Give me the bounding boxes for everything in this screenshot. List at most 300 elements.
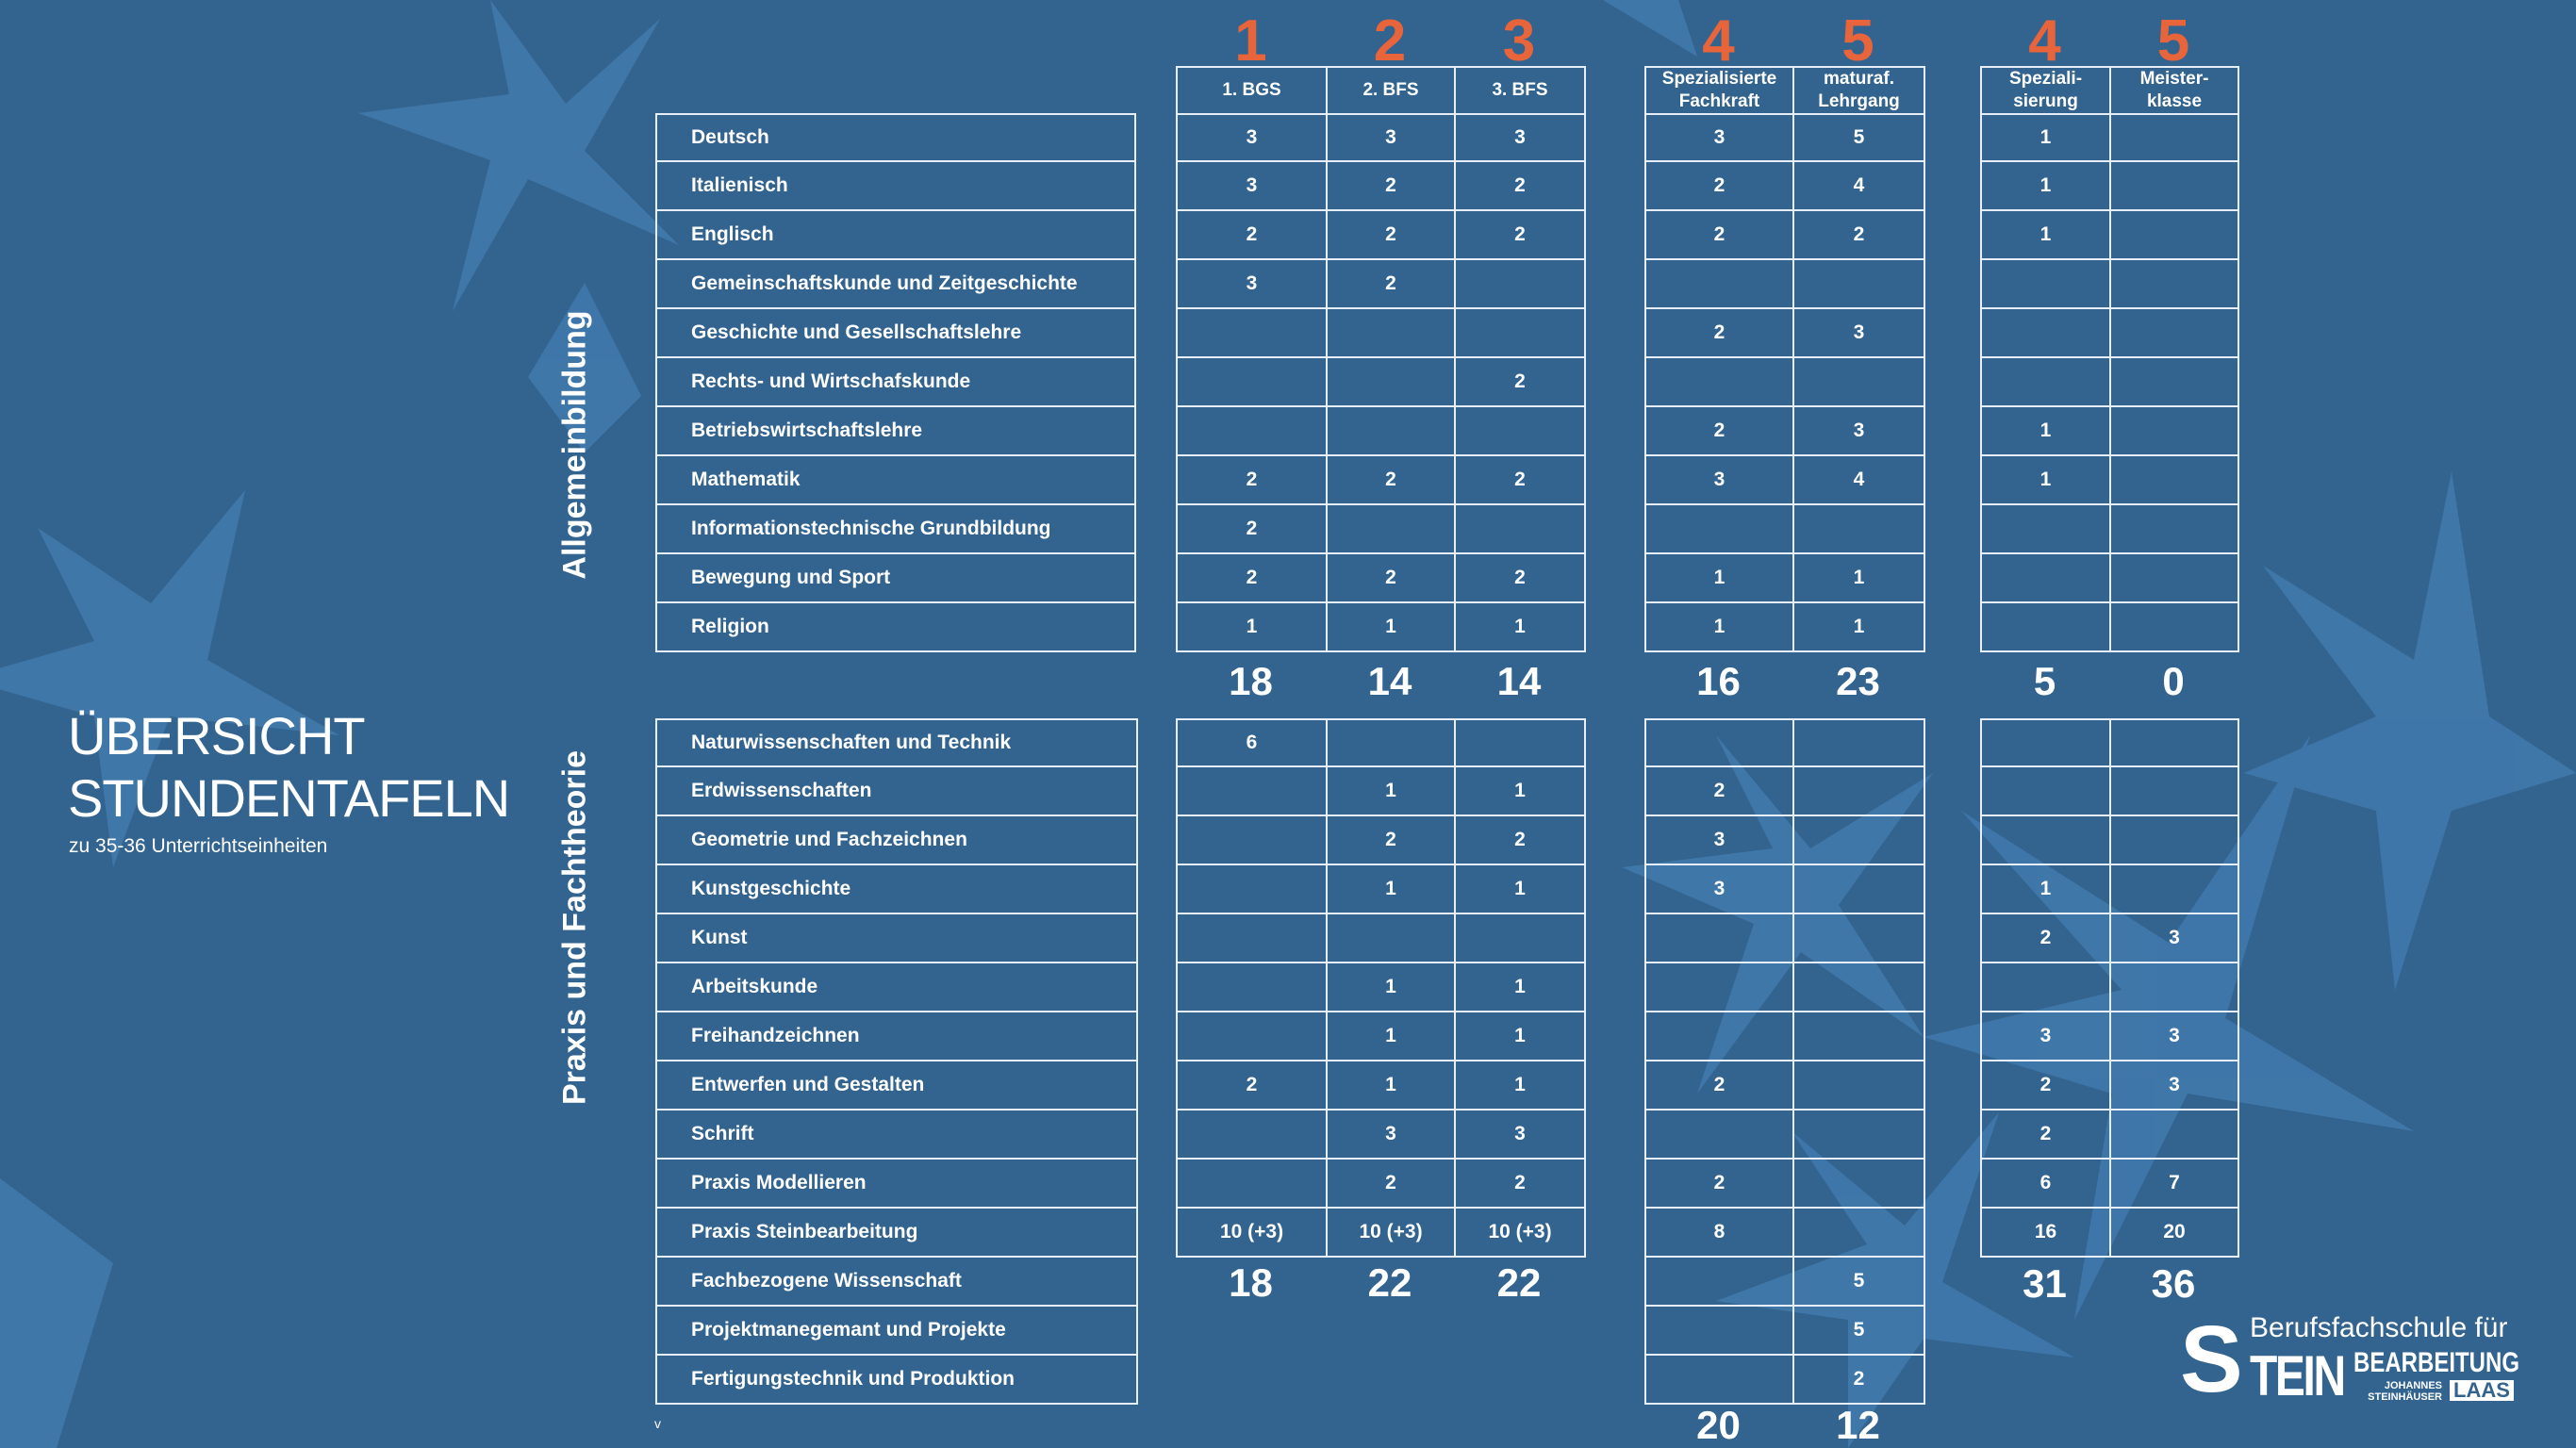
subject-name: Kunst [657, 914, 1138, 962]
hours-cell [1794, 1061, 1925, 1109]
hours-cell: 1 [1328, 1012, 1456, 1060]
hours-cell [1646, 1012, 1794, 1060]
total-hours: 5 [2033, 659, 2056, 703]
hours-cell: 2 [1646, 407, 1794, 454]
value-row [1178, 211, 1586, 260]
hours-cell [2111, 456, 2239, 503]
subject-name: Religion [657, 603, 1136, 650]
subject-row [657, 1307, 1138, 1356]
value-row [1178, 963, 1586, 1012]
hours-cell: 3 [1646, 456, 1794, 503]
value-row [1178, 767, 1586, 816]
column-number: 3 [1502, 8, 1536, 74]
hours-cell [1794, 865, 1925, 913]
subjects-table [655, 718, 1138, 1405]
subject-name: Arbeitskunde [657, 963, 1138, 1011]
value-row [1178, 456, 1586, 505]
hours-cell [1456, 720, 1586, 765]
subject-name: Betriebswirtschaftslehre [657, 407, 1136, 454]
subject-row [657, 505, 1136, 554]
hours-cell: 2 [1646, 309, 1794, 356]
hours-cell [2111, 554, 2239, 601]
hours-cell: 1 [1794, 603, 1925, 650]
hours-cell: 2 [1646, 1061, 1794, 1109]
hours-cell [1646, 720, 1794, 765]
subject-row [657, 309, 1136, 358]
hours-cell: 7 [2111, 1160, 2239, 1207]
hours-cell: 3 [2111, 914, 2239, 962]
hours-cell: 2 [1456, 554, 1586, 601]
value-row [1982, 767, 2239, 816]
subject-row [657, 1356, 1138, 1405]
values-group-3 [1980, 718, 2239, 1258]
hours-cell [1982, 816, 2111, 864]
hours-cell: 6 [1178, 720, 1328, 765]
hours-cell: 1 [1456, 963, 1586, 1011]
value-row [1646, 505, 1925, 554]
hours-cell: 2 [1982, 1111, 2111, 1158]
hours-cell [1646, 358, 1794, 405]
hours-cell: 1 [1982, 115, 2111, 160]
value-row [1178, 603, 1586, 652]
hours-cell: 1 [1328, 865, 1456, 913]
total-hours: 36 [2151, 1261, 2196, 1306]
value-row [1646, 260, 1925, 309]
hours-cell: 1 [1982, 865, 2111, 913]
subject-name: Gemeinschaftskunde und Zeitgeschichte [657, 260, 1136, 307]
values-group-3 [1980, 113, 2239, 652]
hours-cell: 2 [1456, 211, 1586, 258]
logo-small-1: JOHANNES [2384, 1380, 2442, 1391]
hours-cell [1794, 963, 1925, 1011]
value-row [1982, 816, 2239, 865]
hours-cell [1794, 720, 1925, 765]
hours-cell: 2 [1982, 914, 2111, 962]
hours-cell [1982, 603, 2111, 650]
logo-badge: LAAS [2450, 1380, 2514, 1401]
hours-cell [2111, 505, 2239, 552]
value-row [1982, 865, 2239, 914]
subject-row [657, 767, 1138, 816]
logo-small-text [2365, 1380, 2442, 1403]
total-hours: 16 [1696, 659, 1741, 703]
total-hours: 18 [1229, 1260, 1273, 1305]
value-row [1178, 865, 1586, 914]
column-header: Spezialisierte Fachkraft [1646, 68, 1794, 113]
value-row [1646, 603, 1925, 652]
hours-cell [1982, 260, 2111, 307]
hours-cell [2111, 720, 2239, 765]
value-row [1178, 554, 1586, 603]
values-group-1 [1176, 718, 1586, 1258]
title-line-2: STUNDENTAFELN [68, 768, 510, 828]
subject-name: Kunstgeschichte [657, 865, 1138, 913]
hours-cell: 10 (+3) [1328, 1209, 1456, 1256]
value-row [1178, 1209, 1586, 1258]
hours-cell: 1 [1794, 554, 1925, 601]
hours-cell [1456, 260, 1586, 307]
total-hours: 18 [1229, 659, 1273, 703]
hours-cell: 1 [1456, 603, 1586, 650]
hours-cell [1646, 1356, 1794, 1403]
hours-cell: 2 [1646, 1160, 1794, 1207]
hours-cell: 2 [1328, 456, 1456, 503]
logo-line-2: BEARBEITUNG [2353, 1347, 2520, 1378]
hours-cell [1646, 1258, 1794, 1305]
subject-name: Italienisch [657, 162, 1136, 209]
hours-cell [2111, 162, 2239, 209]
hours-cell: 1 [1328, 963, 1456, 1011]
page-subtitle: zu 35-36 Unterrichtseinheiten [69, 835, 328, 857]
header-row [1178, 66, 1586, 115]
subject-name: Naturwissenschaften und Technik [657, 720, 1138, 765]
hours-cell [2111, 407, 2239, 454]
value-row [1178, 113, 1586, 162]
column-number: 5 [2156, 8, 2190, 74]
value-row [1982, 113, 2239, 162]
hours-cell: 2 [1178, 1061, 1328, 1109]
subject-row [657, 718, 1138, 767]
subjects-table [655, 113, 1136, 652]
hours-cell: 2 [1456, 162, 1586, 209]
value-row [1646, 1209, 1925, 1258]
value-row [1646, 718, 1925, 767]
subject-row [657, 260, 1136, 309]
hours-cell: 1 [1982, 162, 2111, 209]
hours-cell: 2 [1646, 211, 1794, 258]
value-row [1646, 113, 1925, 162]
hours-cell [1456, 309, 1586, 356]
subject-name: Fachbezogene Wissenschaft [657, 1258, 1138, 1305]
hours-cell [1794, 914, 1925, 962]
value-row [1178, 407, 1586, 456]
hours-cell: 2 [1178, 554, 1328, 601]
hours-cell [1982, 963, 2111, 1011]
value-row [1646, 211, 1925, 260]
title-line-1: ÜBERSICHT [68, 706, 365, 765]
hours-cell [2111, 816, 2239, 864]
hours-cell: 2 [1328, 554, 1456, 601]
hours-cell: 1 [1328, 1061, 1456, 1109]
hours-cell: 2 [1178, 456, 1328, 503]
hours-cell: 1 [1982, 407, 2111, 454]
value-row [1982, 358, 2239, 407]
value-row [1982, 1061, 2239, 1111]
hours-cell [1328, 407, 1456, 454]
hours-cell: 3 [1328, 1111, 1456, 1158]
value-row [1646, 1061, 1925, 1111]
hours-cell [2111, 963, 2239, 1011]
total-hours: 22 [1367, 1260, 1412, 1305]
subject-name: Entwerfen und Gestalten [657, 1061, 1138, 1109]
school-logo [2180, 1307, 2529, 1412]
hours-cell [1178, 358, 1328, 405]
subject-name: Geschichte und Gesellschaftslehre [657, 309, 1136, 356]
hours-cell: 2 [1982, 1061, 2111, 1109]
total-hours: 22 [1496, 1260, 1542, 1305]
value-row [1646, 554, 1925, 603]
hours-cell [2111, 1111, 2239, 1158]
hours-cell: 1 [1456, 865, 1586, 913]
subject-row [657, 865, 1138, 914]
column-number: 2 [1373, 8, 1407, 74]
section-label: Praxis und Fachtheorie [556, 750, 593, 1105]
hours-cell [1178, 865, 1328, 913]
hours-cell [1982, 505, 2111, 552]
subject-row [657, 1111, 1138, 1160]
subject-row [657, 162, 1136, 211]
hours-cell: 5 [1794, 1307, 1925, 1354]
hours-cell [1794, 358, 1925, 405]
hours-cell: 2 [1328, 211, 1456, 258]
hours-cell: 5 [1794, 115, 1925, 160]
hours-cell [1982, 767, 2111, 814]
hours-cell [1178, 767, 1328, 814]
hours-cell [1794, 767, 1925, 814]
hours-cell: 2 [1328, 816, 1456, 864]
hours-cell: 2 [1456, 456, 1586, 503]
hours-cell [1178, 914, 1328, 962]
subject-name: Englisch [657, 211, 1136, 258]
column-header: Speziali- sierung [1982, 68, 2111, 113]
value-row [1646, 816, 1925, 865]
values-group-1 [1176, 113, 1586, 652]
hours-cell: 2 [1646, 162, 1794, 209]
subject-row [657, 1160, 1138, 1209]
hours-cell: 3 [1794, 309, 1925, 356]
value-row [1178, 816, 1586, 865]
header-group-3 [1980, 66, 2239, 115]
value-row [1646, 1012, 1925, 1061]
value-row [1646, 767, 1925, 816]
hours-cell [1646, 1111, 1794, 1158]
hours-cell: 10 (+3) [1178, 1209, 1328, 1256]
subject-row [657, 603, 1136, 652]
hours-cell [2111, 309, 2239, 356]
value-row [1982, 162, 2239, 211]
subject-row [657, 358, 1136, 407]
column-number: 4 [1702, 8, 1735, 74]
hours-cell: 1 [1646, 603, 1794, 650]
hours-cell: 1 [1982, 456, 2111, 503]
hours-cell: 3 [1456, 115, 1586, 160]
hours-cell [1646, 914, 1794, 962]
hours-cell [1794, 1209, 1925, 1256]
value-row [1646, 914, 1925, 963]
hours-cell: 2 [1328, 260, 1456, 307]
hours-cell [1646, 505, 1794, 552]
hours-cell [1982, 720, 2111, 765]
hours-cell: 3 [1328, 115, 1456, 160]
hours-cell [1178, 1111, 1328, 1158]
hours-cell: 6 [1982, 1160, 2111, 1207]
hours-cell [1456, 914, 1586, 962]
hours-cell: 4 [1794, 456, 1925, 503]
subject-name: Fertigungstechnik und Produktion [657, 1356, 1138, 1403]
hours-cell: 2 [1794, 1356, 1925, 1403]
value-row [1982, 554, 2239, 603]
hours-cell [1982, 309, 2111, 356]
hours-cell [2111, 211, 2239, 258]
hours-cell: 1 [1178, 603, 1328, 650]
subject-name: Informationstechnische Grundbildung [657, 505, 1136, 552]
hours-cell [1328, 720, 1456, 765]
column-number: 4 [2028, 8, 2061, 74]
hours-cell: 2 [1178, 505, 1328, 552]
value-row [1178, 358, 1586, 407]
logo-tein: TEIN [2250, 1344, 2344, 1407]
hours-cell [1178, 963, 1328, 1011]
total-hours: 14 [1496, 659, 1542, 703]
subject-name: Mathematik [657, 456, 1136, 503]
hours-cell [1646, 260, 1794, 307]
hours-cell [1794, 260, 1925, 307]
header-group-1 [1176, 66, 1586, 115]
hours-cell [1456, 407, 1586, 454]
hours-cell [2111, 358, 2239, 405]
hours-cell [1982, 358, 2111, 405]
hours-cell: 1 [1982, 211, 2111, 258]
value-row [1178, 1012, 1586, 1061]
subject-row [657, 407, 1136, 456]
value-row [1982, 456, 2239, 505]
hours-cell: 2 [1456, 358, 1586, 405]
hours-cell: 5 [1794, 1258, 1925, 1305]
column-header: 2. BFS [1328, 68, 1456, 113]
hours-cell [2111, 603, 2239, 650]
hours-cell [1328, 505, 1456, 552]
value-row [1178, 162, 1586, 211]
subject-row [657, 113, 1136, 162]
hours-cell [1178, 309, 1328, 356]
value-row [1646, 456, 1925, 505]
hours-cell: 2 [1178, 211, 1328, 258]
hours-cell: 3 [1178, 115, 1328, 160]
hours-cell: 1 [1328, 767, 1456, 814]
hours-cell: 1 [1456, 1061, 1586, 1109]
subject-name: Erdwissenschaften [657, 767, 1138, 814]
section-label: Allgemeinbildung [556, 310, 593, 580]
hours-cell: 3 [2111, 1012, 2239, 1060]
hours-cell: 3 [2111, 1061, 2239, 1109]
value-row [1982, 211, 2239, 260]
hours-cell: 2 [1646, 767, 1794, 814]
subject-name: Deutsch [657, 115, 1136, 160]
hours-cell: 2 [1328, 162, 1456, 209]
hours-cell: 3 [1646, 865, 1794, 913]
hours-cell: 3 [1178, 260, 1328, 307]
value-row [1982, 603, 2239, 652]
value-row [1646, 963, 1925, 1012]
value-row [1982, 260, 2239, 309]
hours-cell [2111, 865, 2239, 913]
value-row [1646, 1160, 1925, 1209]
value-row [1646, 1111, 1925, 1160]
hours-cell [2111, 260, 2239, 307]
hours-cell: 2 [1456, 1160, 1586, 1207]
value-row [1646, 1258, 1925, 1307]
hours-cell [1794, 1111, 1925, 1158]
value-row [1982, 963, 2239, 1012]
subject-name: Freihandzeichnen [657, 1012, 1138, 1060]
subject-name: Projektmanegemant und Projekte [657, 1307, 1138, 1354]
subject-name: Praxis Steinbearbeitung [657, 1209, 1138, 1256]
value-row [1178, 914, 1586, 963]
value-row [1646, 358, 1925, 407]
subject-row [657, 914, 1138, 963]
subject-row [657, 554, 1136, 603]
column-header: maturaf. Lehrgang [1794, 68, 1925, 113]
value-row [1178, 718, 1586, 767]
subject-row [657, 211, 1136, 260]
column-header: 1. BGS [1178, 68, 1328, 113]
total-hours: 14 [1367, 659, 1412, 703]
hours-cell [1794, 1160, 1925, 1207]
value-row [1982, 914, 2239, 963]
column-header: 3. BFS [1456, 68, 1586, 113]
hours-cell: 3 [1794, 407, 1925, 454]
value-row [1982, 718, 2239, 767]
column-number: 5 [1841, 8, 1874, 74]
value-row [1646, 1307, 1925, 1356]
values-group-2 [1644, 113, 1925, 652]
subject-row [657, 816, 1138, 865]
total-hours: 23 [1836, 659, 1880, 703]
value-row [1982, 1160, 2239, 1209]
hours-cell [1794, 505, 1925, 552]
value-row [1982, 309, 2239, 358]
subject-name: Bewegung und Sport [657, 554, 1136, 601]
value-row [1178, 309, 1586, 358]
value-row [1178, 1061, 1586, 1111]
hours-cell [2111, 115, 2239, 160]
value-row [1646, 309, 1925, 358]
subject-row [657, 1061, 1138, 1111]
value-row [1646, 407, 1925, 456]
subject-row [657, 1258, 1138, 1307]
total-hours: 31 [2023, 1261, 2067, 1306]
values-group-2 [1644, 718, 1925, 1405]
subject-row [657, 456, 1136, 505]
header-row [1646, 66, 1925, 115]
value-row [1178, 260, 1586, 309]
value-row [1646, 162, 1925, 211]
hours-cell: 1 [1328, 603, 1456, 650]
hours-cell: 3 [1646, 816, 1794, 864]
hours-cell [1982, 554, 2111, 601]
subject-row [657, 1012, 1138, 1061]
hours-cell [1646, 1307, 1794, 1354]
hours-cell [1456, 505, 1586, 552]
hours-cell: 16 [1982, 1209, 2111, 1256]
hours-cell [1328, 358, 1456, 405]
hours-cell: 2 [1794, 211, 1925, 258]
hours-cell [2111, 767, 2239, 814]
hours-cell [1178, 1160, 1328, 1207]
header-group-2 [1644, 66, 1925, 115]
total-hours: 20 [1696, 1403, 1741, 1447]
footer-mark: v [654, 1416, 661, 1431]
value-row [1178, 505, 1586, 554]
value-row [1178, 1160, 1586, 1209]
hours-cell [1178, 1012, 1328, 1060]
hours-cell: 2 [1456, 816, 1586, 864]
total-hours: 12 [1836, 1403, 1880, 1447]
hours-cell: 1 [1646, 554, 1794, 601]
hours-cell: 8 [1646, 1209, 1794, 1256]
subject-row [657, 963, 1138, 1012]
value-row [1982, 505, 2239, 554]
